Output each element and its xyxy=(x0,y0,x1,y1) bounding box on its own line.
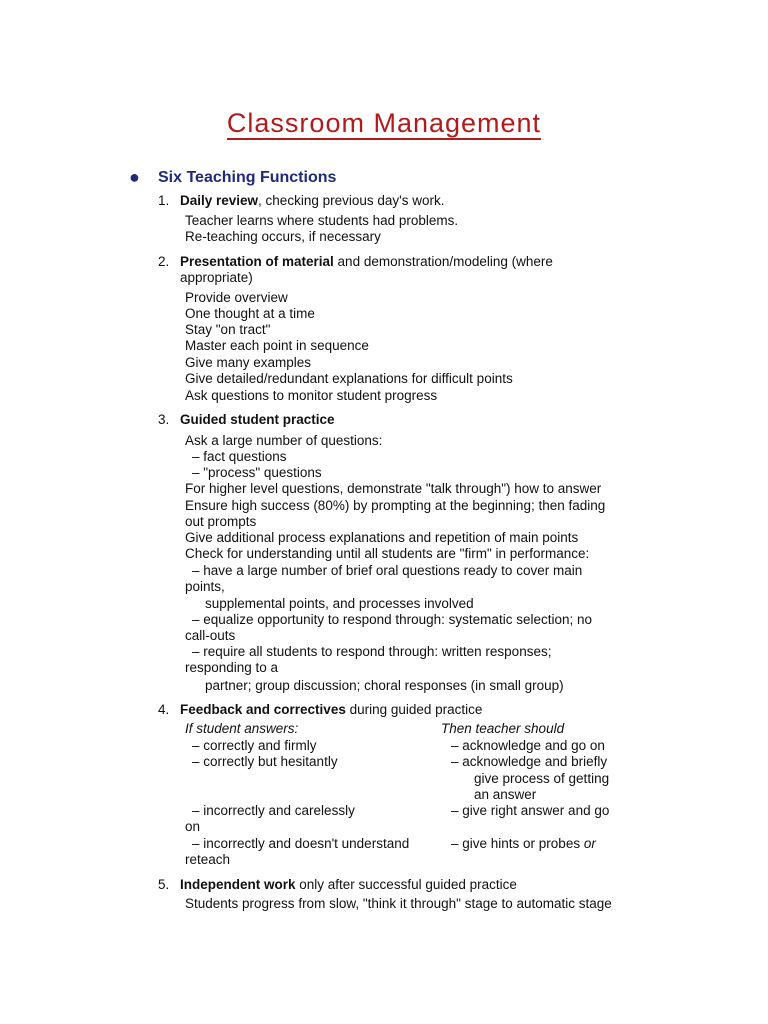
item-1-heading xyxy=(180,193,444,209)
list-item: Give additional process explanations and repetition of main points xyxy=(185,530,579,545)
feedback-left-item: – incorrectly and carelessly xyxy=(192,803,355,818)
list-item: responding to a xyxy=(185,660,279,675)
list-item: out prompts xyxy=(185,514,257,529)
item-1-rest: , checking previous day's work. xyxy=(258,193,445,208)
item-5-heading xyxy=(180,877,517,893)
item-5-bold: Independent work xyxy=(180,877,296,892)
feedback-right-item: an answer xyxy=(474,787,537,802)
item-2-bold: Presentation of material xyxy=(180,254,334,269)
item-4-bold: Feedback and correctives xyxy=(180,702,346,717)
list-item: points, xyxy=(185,579,225,594)
list-item: Ask questions to monitor student progress xyxy=(185,388,438,403)
feedback-right-italic: or xyxy=(583,836,596,851)
item-3-bold: Guided student practice xyxy=(180,412,335,427)
item-number: 4. xyxy=(158,702,170,717)
feedback-right-item: give process of getting xyxy=(474,771,610,786)
list-item: Check for understanding until all students are "firm" in performance: xyxy=(185,546,590,561)
item-4-rest: during guided practice xyxy=(345,702,483,717)
item-1-bold: Daily review xyxy=(180,193,259,208)
feedback-left-item: – incorrectly and doesn't understand xyxy=(192,836,410,851)
list-item: – require all students to respond through: written responses; xyxy=(192,644,552,659)
list-item: Re-teaching occurs, if necessary xyxy=(185,229,381,244)
item-2-heading-cont: appropriate) xyxy=(180,270,253,285)
feedback-left-header-text: If student answers: xyxy=(185,721,299,736)
list-item: partner; group discussion; choral responses (in small group) xyxy=(205,678,564,693)
list-item: One thought at a time xyxy=(185,306,315,321)
feedback-right-item: – acknowledge and briefly xyxy=(451,754,608,769)
item-2-heading xyxy=(180,254,553,270)
feedback-right-text: – give hints or probes xyxy=(451,836,584,851)
bullet-icon: ● xyxy=(129,167,140,187)
feedback-right-item: – acknowledge and go on xyxy=(451,738,605,753)
list-item: Students progress from slow, "think it through" stage to automatic stage xyxy=(185,896,612,911)
page-title-text: Classroom Management xyxy=(226,108,542,138)
item-5-rest: only after successful guided practice xyxy=(295,877,517,892)
feedback-right-item: – give right answer and go xyxy=(451,803,610,818)
list-item: supplemental points, and processes involved xyxy=(205,596,474,611)
item-4-heading xyxy=(180,702,482,718)
feedback-left-item: – correctly but hesitantly xyxy=(192,754,338,769)
list-item: – have a large number of brief oral questions ready to cover main xyxy=(192,563,583,578)
list-item: Ensure high success (80%) by prompting at the beginning; then fading xyxy=(185,498,606,513)
list-item: Give many examples xyxy=(185,355,312,370)
feedback-right-header xyxy=(441,721,564,737)
section-heading: Six Teaching Functions xyxy=(158,169,337,186)
list-item: Give detailed/redundant explanations for difficult points xyxy=(185,371,513,386)
item-2-rest: and demonstration/modeling (where xyxy=(333,254,553,269)
feedback-right-header-text: Then teacher should xyxy=(441,721,565,736)
list-item: Teacher learns where students had problems. xyxy=(185,213,459,228)
list-item: For higher level questions, demonstrate "talk through") how to answer xyxy=(185,481,602,496)
item-number: 2. xyxy=(158,254,170,269)
list-item: Ask a large number of questions: xyxy=(185,433,383,448)
list-item: – equalize opportunity to respond through: systematic selection; no xyxy=(192,612,592,627)
feedback-left-header xyxy=(185,721,298,737)
list-item: Provide overview xyxy=(185,290,288,305)
feedback-left-item: reteach xyxy=(185,852,231,867)
page-title xyxy=(0,108,768,139)
list-item: Master each point in sequence xyxy=(185,338,369,353)
feedback-left-item: on xyxy=(185,819,201,834)
item-3-heading xyxy=(180,412,335,428)
feedback-left-item: – correctly and firmly xyxy=(192,738,317,753)
item-number: 5. xyxy=(158,877,170,892)
item-number: 3. xyxy=(158,412,170,427)
list-item: – fact questions xyxy=(192,449,287,464)
list-item: Stay "on tract" xyxy=(185,322,271,337)
list-item: call-outs xyxy=(185,628,236,643)
list-item: – "process" questions xyxy=(192,465,322,480)
item-number: 1. xyxy=(158,193,170,208)
feedback-right-item xyxy=(451,836,596,852)
